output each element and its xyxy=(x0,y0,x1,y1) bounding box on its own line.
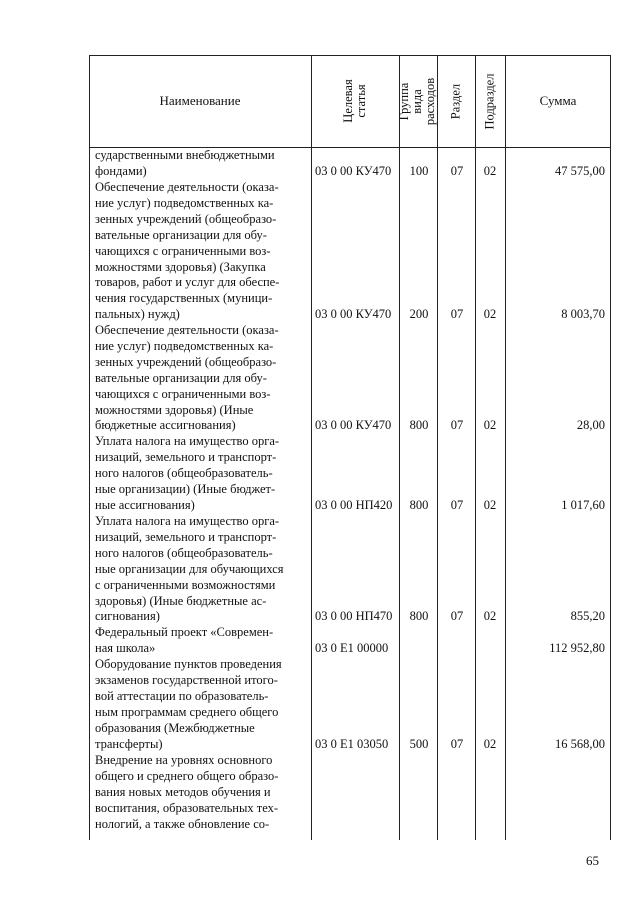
row-sum: 112 952,80 xyxy=(549,641,605,655)
column-divider xyxy=(437,55,438,840)
row-sum: 47 575,00 xyxy=(555,164,605,178)
header-section-label: Раздел xyxy=(448,83,463,119)
budget-table xyxy=(89,55,611,840)
header-group-label: Группа вида расходов xyxy=(397,77,438,125)
row-group: 800 xyxy=(409,609,429,623)
row-section: 07 xyxy=(450,609,464,623)
row-group: 200 xyxy=(409,307,429,321)
row-target: 03 0 00 КУ470 xyxy=(315,164,392,178)
header-target-label: Целевая статья xyxy=(341,79,368,123)
row-section: 07 xyxy=(450,737,464,751)
row-name: сударственными внебюджетными фондами) xyxy=(95,148,275,178)
header-name: Наименование xyxy=(159,93,241,108)
row-sum: 28,00 xyxy=(576,418,605,432)
header-subsection xyxy=(475,55,505,147)
column-divider xyxy=(399,55,400,840)
row-target: 03 0 00 НП420 xyxy=(315,498,393,512)
row-subsection: 02 xyxy=(483,418,497,432)
row-name: Внедрение на уровнях основного общего и среднего общего образо- вания новых методов обучения и воспитания, образовательных тех- нологий, а также обновление со- xyxy=(95,753,279,831)
row-sum: 1 017,60 xyxy=(561,498,605,512)
row-sum: 16 568,00 xyxy=(555,737,605,751)
row-name: Обеспечение деятельности (оказа- ние услуг) подведомственных ка- зенных учреждений (общеобразо- вательные организации для обу- чающихся с ограниченными воз- можностями здоровья) (Иные бюджетные ассигнования) xyxy=(95,323,279,433)
row-subsection: 02 xyxy=(483,609,497,623)
row-subsection: 02 xyxy=(483,307,497,321)
row-target: 03 0 00 КУ470 xyxy=(315,418,392,432)
row-target: 03 0 Е1 03050 xyxy=(315,737,389,751)
column-divider xyxy=(311,55,312,840)
header-subsection-label: Подраздел xyxy=(482,73,497,129)
row-group: 800 xyxy=(409,498,429,512)
header-section xyxy=(437,55,475,147)
row-section: 07 xyxy=(450,307,464,321)
row-target: 03 0 00 НП470 xyxy=(315,609,393,623)
row-name: Оборудование пунктов проведения экзаменов государственной итого- вой аттестации по образователь- ным программам среднего общего образования (Межбюджетные трансферты) xyxy=(95,657,282,751)
row-group: 100 xyxy=(409,164,429,178)
table-border-left xyxy=(89,55,90,840)
row-target: 03 0 Е1 00000 xyxy=(315,641,389,655)
header-target xyxy=(311,55,399,147)
header-sum: Сумма xyxy=(539,93,577,108)
row-group: 800 xyxy=(409,418,429,432)
row-sum: 855,20 xyxy=(570,609,605,623)
row-name: Обеспечение деятельности (оказа- ние услуг) подведомственных ка- зенных учреждений (общеобразо- вательные организации для обу- чающихся с ограниченными воз- можностями здоровья) (Закупка товаров, работ и услуг для обеспе- чения государственных (муници- пальных) нужд) xyxy=(95,180,280,322)
row-name: Уплата налога на имущество орга- низаций, земельного и транспорт- ного налогов (общеобразователь- ные организации для обучающихся с ограниченными возможностями здоровья) (Иные бюджетные ас- сигнования) xyxy=(95,514,284,624)
header-group xyxy=(399,55,437,147)
row-section: 07 xyxy=(450,418,464,432)
table-border-right xyxy=(610,55,611,840)
row-subsection: 02 xyxy=(483,498,497,512)
page-number: 65 xyxy=(586,853,599,868)
row-name: Федеральный проект «Современ- ная школа» xyxy=(95,625,274,655)
row-group: 500 xyxy=(409,737,429,751)
row-sum: 8 003,70 xyxy=(561,307,605,321)
row-section: 07 xyxy=(450,498,464,512)
row-subsection: 02 xyxy=(483,164,497,178)
row-subsection: 02 xyxy=(483,737,497,751)
row-section: 07 xyxy=(450,164,464,178)
row-target: 03 0 00 КУ470 xyxy=(315,307,392,321)
row-name: Уплата налога на имущество орга- низаций, земельного и транспорт- ного налогов (общеобразователь- ные организации) (Иные бюджет- ные ассигнования) xyxy=(95,434,280,512)
